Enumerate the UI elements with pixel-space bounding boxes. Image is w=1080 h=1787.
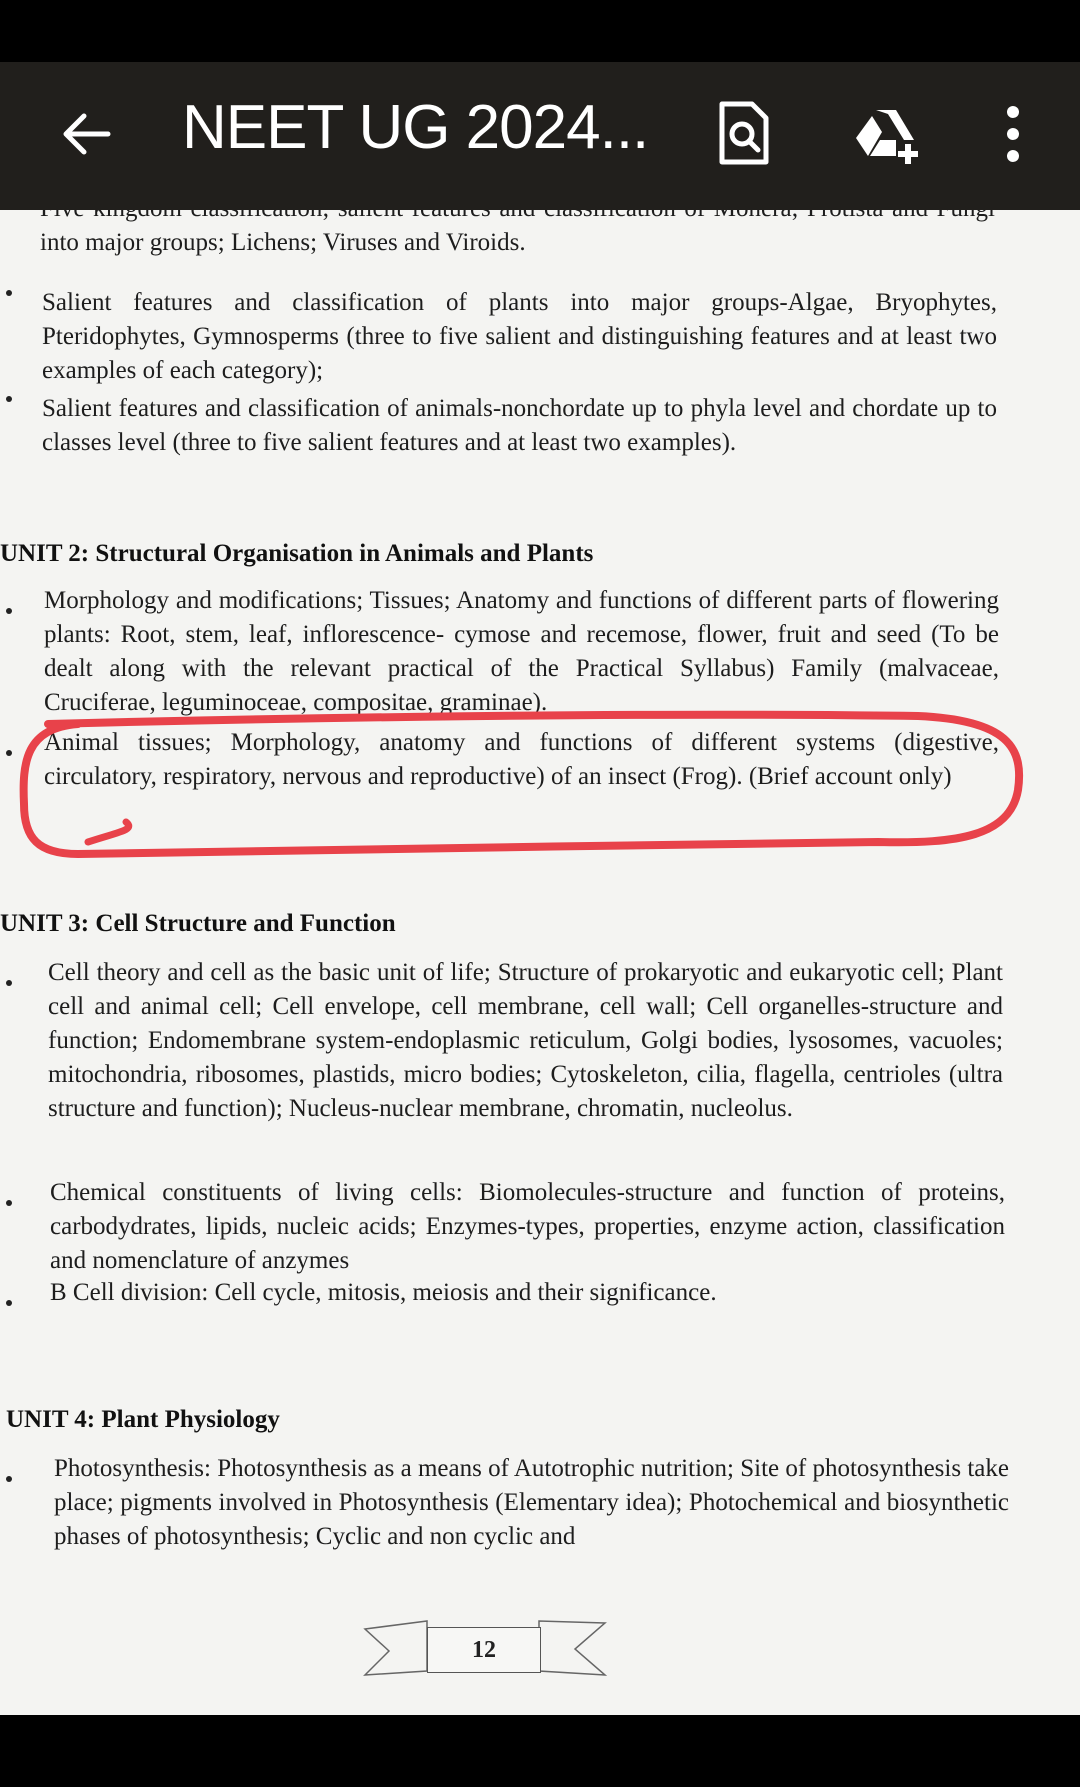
unit-heading: UNIT 4: Plant Physiology (6, 1406, 280, 1433)
bullet-icon (6, 1300, 12, 1306)
bullet-icon (6, 980, 12, 986)
highlight-annotation (18, 712, 1028, 862)
page-number-banner (365, 1615, 605, 1685)
list-item: into major groups; Lichens; Viruses and Viroids. (40, 229, 526, 256)
document-title: NEET UG 2024... (182, 93, 649, 162)
bullet-icon (6, 1200, 12, 1206)
list-item: Photosynthesis: Photosynthesis as a means of Autotrophic nutrition; Site of photosynthesis take place; pigments involved in Photosynthesis (Elementary idea); Photochemical and biosynthetic phases of photosynthesis; Cyclic and non cyclic and (54, 1455, 1009, 1550)
list-item: Animal tissues; Morphology, anatomy and functions of different systems (digestive, circulatory, respiratory, nervous and reproductive) of an insect (Frog). (Brief account only) (44, 729, 999, 790)
find-in-page-icon[interactable] (716, 100, 772, 171)
unit-heading: UNIT 2: Structural Organisation in Animals and Plants (0, 540, 594, 567)
pdf-page (0, 210, 1080, 1715)
list-item: Salient features and classification of plants into major groups-Algae, Bryophytes, Pteridophytes, Gymnosperms (three to five salient and distinguishing features and at least two examples of each category); (42, 289, 997, 384)
list-item: Salient features and classification of animals-nonchordate up to phyla level and chordate up to classes level (three to five salient features and at least two examples). (42, 395, 997, 456)
bullet-icon (6, 396, 12, 402)
unit-heading: UNIT 3: Cell Structure and Function (0, 910, 396, 937)
bullet-icon (6, 1476, 12, 1482)
list-item: Morphology and modifications; Tissues; Anatomy and functions of different parts of flowering plants: Root, stem, leaf, inflorescence- cymose and recemose, flower, fruit and seed (To be dealt along with the relevant practical of the Practical Syllabus) Family (malvaceae, Cruciferae, leguminoceae, compositae, graminae). (44, 587, 999, 716)
list-item: Cell theory and cell as the basic unit of life; Structure of prokaryotic and eukaryotic cell; Plant cell and animal cell; Cell envelope, cell membrane, cell wall; Cell organelles-structure and function; Endomembrane system-endoplasmic reticulum, Golgi bodies, lysosomes, vacuoles; mitochondria, ribosomes, plastids, micro bodies; Cytoskeleton, cilia, flagella, centrioles (ultra structure and function); Nucleus-nuclear membrane, chromatin, nucleolus. (48, 959, 1003, 1122)
bullet-icon (6, 290, 12, 296)
viewer-toolbar (0, 62, 1080, 210)
page-number: 12 (427, 1627, 541, 1673)
bullet-icon (6, 750, 12, 756)
bullet-icon (6, 608, 12, 614)
list-item: Chemical constituents of living cells: Biomolecules-structure and function of proteins, carbodydrates, lipids, nucleic acids; Enzymes-types, properties, enzyme action, classification and nomenclature of anzymes (50, 1179, 1005, 1274)
back-arrow-icon[interactable] (56, 104, 116, 164)
status-bar-area (0, 0, 1080, 62)
navigation-bar-area (0, 1715, 1080, 1787)
add-to-drive-icon[interactable] (852, 106, 924, 171)
list-item: B Cell division: Cell cycle, mitosis, meiosis and their significance. (50, 1279, 717, 1306)
more-vert-icon[interactable] (1003, 104, 1023, 169)
